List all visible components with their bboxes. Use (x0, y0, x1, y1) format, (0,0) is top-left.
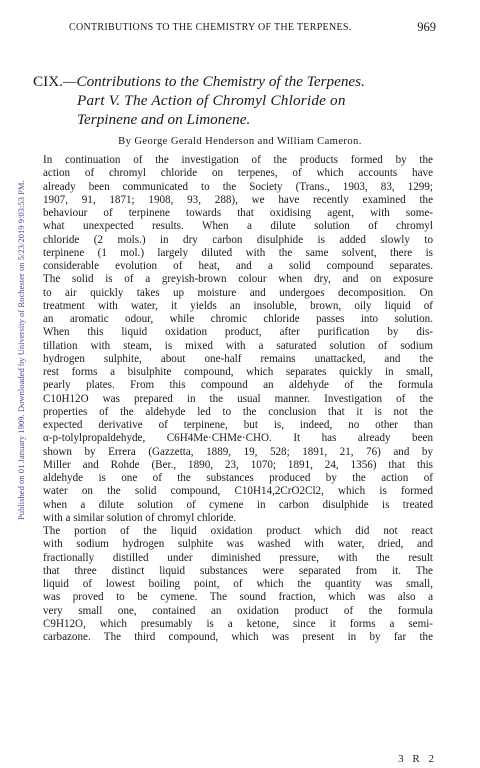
text-line: was proved to be cymene. The sound fraction, which was also a (43, 591, 433, 604)
text-line: When this liquid oxidation product, after purification by dis- (43, 326, 433, 339)
text-line: very small one, contained an oxidation product of the formula (43, 604, 433, 617)
paragraph-2 (33, 525, 433, 644)
text-line: with sodium hydrogen sulphite was washed with water, dried, and (43, 538, 433, 551)
paragraph-1 (33, 154, 433, 525)
text-line: The solid is of a greyish-brown colour when dry, and on exposure (43, 273, 433, 286)
download-watermark (2, 50, 26, 520)
text-line: considerable evolution of heat, and a solid compound separates. (43, 260, 433, 272)
text-line: shown by Errera (Gazzetta, 1889, 19, 528; 1891, 21, 76) and by (43, 445, 433, 458)
text-line: hydrogen sulphite, about one-half remains unattacked, and the (43, 352, 433, 365)
text-line: with a similar solution of chromyl chloride. (43, 511, 237, 524)
title-line-3: Terpinene and on Limonene. (77, 111, 251, 128)
article-number: CIX. (33, 73, 63, 90)
text-line: already been communicated to the Society (Trans., 1903, 83, 1299; (43, 180, 433, 193)
text-line: treatment with water, it yields an insoluble, brown, oily liquid of (43, 299, 433, 312)
text-line: chloride (2 mols.) in dry carbon disulphide is added slowly to (43, 233, 433, 246)
text-line: tillation with steam, is mixed with a saturated solution of sodium (43, 339, 433, 352)
text-line: an aromatic odour, while chromic chloride passes into solution. (43, 313, 433, 325)
text-line: what unexpected results. When a dilute solution of chromyl (43, 220, 433, 233)
signature-mark: 3 R 2 (398, 753, 437, 765)
text-line: C9H12O, which presumably is a ketone, since it forms a semi- (43, 617, 433, 630)
text-line: when a dilute solution of cymene in carbon disulphide is treated (43, 498, 433, 511)
page-number: 969 (417, 20, 436, 34)
article-title (33, 72, 433, 129)
text-line: fractionally distilled under diminished pressure, with the result (43, 551, 433, 564)
article-authors: By George Gerald Henderson and William Cameron. (118, 136, 362, 147)
text-line: action of chromyl chloride on terpenes, of which accounts have (43, 167, 433, 180)
text-line: In continuation of the investigation of the products formed by the (43, 154, 433, 166)
text-line: terpinene (1 mol.) largely diluted with the same solvent, there is (43, 246, 433, 259)
text-line: rest forms a bisulphite compound, which separates quickly in small, (43, 366, 433, 378)
running-title: CONTRIBUTIONS TO THE CHEMISTRY OF THE TERPENES. (69, 22, 352, 33)
journal-page (33, 20, 437, 765)
text-line: aldehyde is one of the substances produced by the action of (43, 472, 433, 484)
text-line: water on the solid compound, C10H14,2CrO2Cl2, which is formed (43, 485, 433, 498)
text-line: to air quickly takes up moisture and undergoes decomposition. On (43, 286, 433, 299)
title-line-2: Part V. The Action of Chromyl Chloride on (77, 92, 346, 109)
text-line: C10H12O was prepared in the usual manner. Investigation of the (43, 392, 433, 405)
article-body (33, 154, 433, 644)
watermark-text: Published on 01 January 1909. Downloaded by University of Rochester on 5/23/2019 9:03:53 PM. (16, 180, 26, 520)
title-line-1: —Contributions to the Chemistry of the Terpenes. (62, 73, 365, 90)
text-line: 1907, 91, 1871; 1908, 93, 288), we have recently examined the (43, 193, 433, 206)
text-line: carbazone. The third compound, which was present in by far the (43, 631, 433, 643)
text-line: The portion of the liquid oxidation product which did not react (43, 525, 433, 537)
text-line: Miller and Rohde (Ber., 1890, 23, 1070; 1891, 24, 1356) that this (43, 458, 433, 471)
text-line: expected derivative of terpinene, but is, indeed, no other than (43, 419, 433, 431)
text-line: α-p-tolylpropaldehyde, C6H4Me·CHMe·CHO. It has already been (43, 432, 433, 445)
text-line: pearly plates. From this compound an aldehyde of the formula (43, 379, 433, 392)
text-line: properties of the aldehyde led to the conclusion that it is not the (43, 405, 433, 418)
text-line: liquid of lowest boiling point, of which the quantity was small, (43, 578, 433, 590)
text-line: behaviour of terpinene towards that oxidising agent, with some- (43, 207, 433, 219)
text-line: that three distinct liquid substances were separated from it. The (43, 564, 433, 577)
running-header (33, 20, 436, 38)
